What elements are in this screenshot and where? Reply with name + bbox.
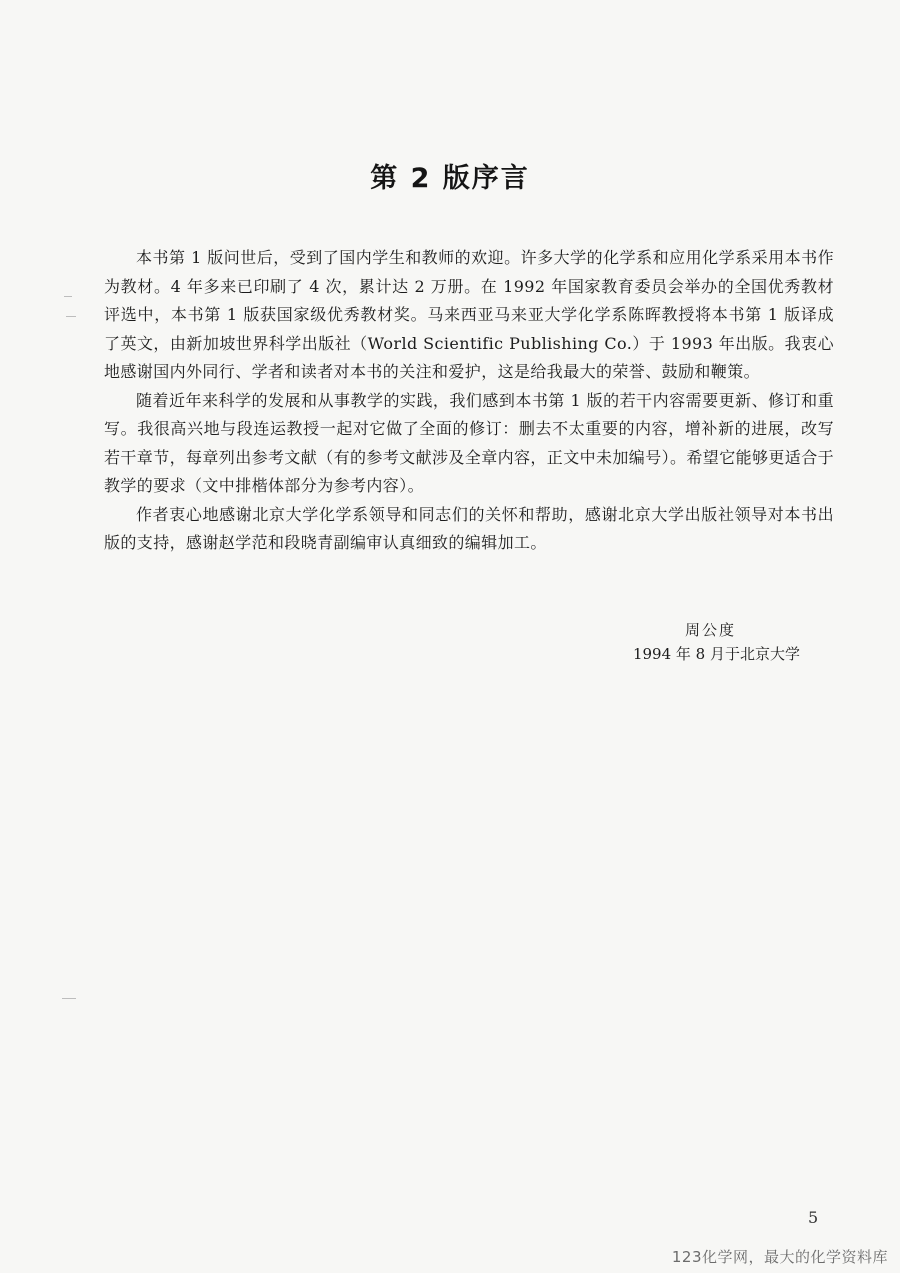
scan-speck (62, 998, 76, 999)
preface-body (104, 244, 834, 558)
paragraph-2: 随着近年来科学的发展和从事教学的实践，我们感到本书第 1 版的若干内容需要更新、修订和重写。我很高兴地与段连运教授一起对它做了全面的修订：删去不太重要的内容，增补新的进展，改写若干章节，每章列出参考文献（有的参考文献涉及全章内容，正文中未加编号）。希望它能够更适合于教学的要求（文中排楷体部分为参考内容）。 (104, 390, 835, 495)
scan-speck (64, 296, 72, 297)
signature-date: 1994 年 8 月于北京大学 (632, 645, 800, 663)
scan-speck (66, 316, 76, 317)
page-title: 第 2 版序言 (370, 163, 530, 194)
paragraph-1: 本书第 1 版问世后，受到了国内学生和教师的欢迎。许多大学的化学系和应用化学系采用本书作为教材。4 年多来已印刷了 4 次，累计达 2 万册。在 1992 年国家教育委员会举办的全国优秀教材评选中，本书第 1 版获国家级优秀教材奖。马来西亚马来亚大学化学系陈晖教授将本书第 1 版译成了英文，由新加坡世界科学出版社（World Scientific Publishing Co.）于 1993 年出版。我衷心地感谢国内外同行、学者和读者对本书的关注和爱护，这是给我最大的荣誉、鼓励和鞭策。 (104, 248, 834, 381)
signature-block (560, 618, 800, 666)
paragraph-3: 作者衷心地感谢北京大学化学系领导和同志们的关怀和帮助，感谢北京大学出版社领导对本书出版的支持，感谢赵学范和段晓青副编审认真细致的编辑加工。 (104, 504, 834, 552)
page-number: 5 (808, 1208, 819, 1227)
watermark-text: 123化学网，最大的化学资料库 (671, 1248, 888, 1266)
author-name: 周公度 (684, 621, 736, 639)
